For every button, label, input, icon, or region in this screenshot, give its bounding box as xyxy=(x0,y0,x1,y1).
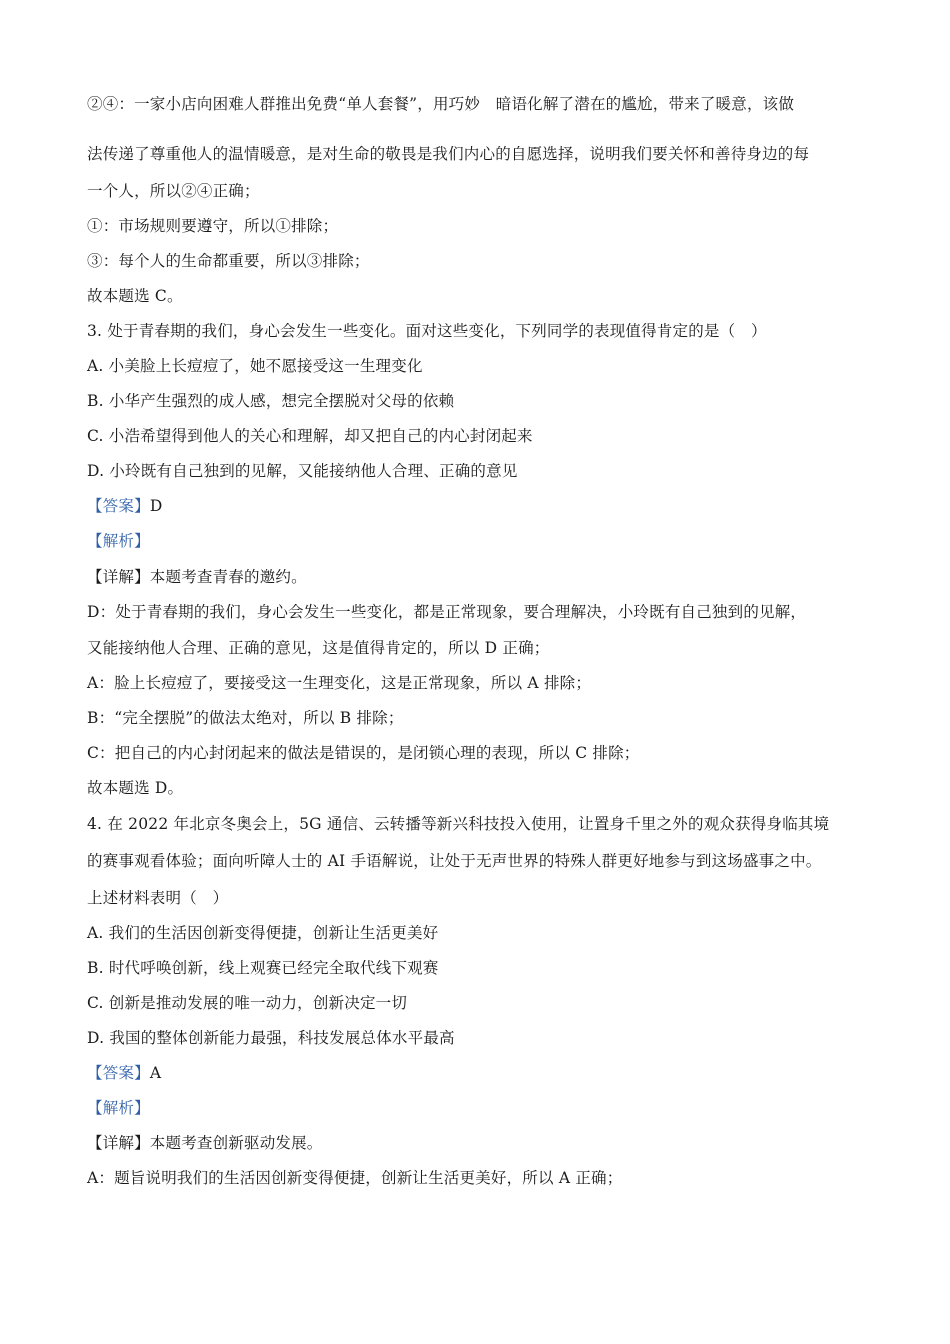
q4-stem-line-1: 4. 在 2022 年北京冬奥会上，5G 通信、云转播等新兴科技投入使用，让置身千里之外的观众获得身临其境 xyxy=(87,815,830,833)
q4-option-d: D. 我国的整体创新能力最强，科技发展总体水平最高 xyxy=(87,1029,455,1047)
q3-answer-value: D xyxy=(149,497,163,515)
q4-detail-line-2: A：题旨说明我们的生活因创新变得便捷，创新让生活更美好，所以 A 正确； xyxy=(87,1169,623,1187)
q3-answer xyxy=(87,495,867,517)
q3-detail-line-3: 又能接纳他人合理、正确的意见，这是值得肯定的，所以 D 正确； xyxy=(87,639,550,657)
q3-stem: 3. 处于青春期的我们，身心会发生一些变化。面对这些变化，下列同学的表现值得肯定的是（ ） xyxy=(87,322,767,340)
q3-detail-line-6: C：把自己的内心封闭起来的做法是错误的，是闭锁心理的表现，所以 C 排除； xyxy=(87,744,640,762)
q3-detail-line-2: D：处于青春期的我们，身心会发生一些变化，都是正常现象，要合理解决，小玲既有自己独到的见解， xyxy=(87,603,807,621)
q3-option-a: A. 小美脸上长痘痘了，她不愿接受这一生理变化 xyxy=(87,357,423,375)
q3-detail-line-4: A：脸上长痘痘了，要接受这一生理变化，这是正常现象，所以 A 排除； xyxy=(87,674,592,692)
q4-answer-tag: 【答案】 xyxy=(87,1064,150,1082)
q3-option-d: D. 小玲既有自己独到的见解，又能接纳他人合理、正确的意见 xyxy=(87,462,518,480)
q3-answer-tag: 【答案】 xyxy=(87,497,150,515)
q3-conclusion: 故本题选 D。 xyxy=(87,779,184,797)
q3-analysis-tag: 【解析】 xyxy=(87,532,150,550)
q4-stem-line-2: 的赛事观看体验；面向听障人士的 AI 手语解说，让处于无声世界的特殊人群更好地参与到这场盛事之中。 xyxy=(87,852,822,870)
prev-explanation-line-1: ②④：一家小店向困难人群推出免费“单人套餐”，用巧妙 暗语化解了潜在的尴尬，带来了暖意，该做 xyxy=(87,95,795,113)
q3-option-b: B. 小华产生强烈的成人感，想完全摆脱对父母的依赖 xyxy=(87,392,455,410)
prev-explanation-line-5: ③：每个人的生命都重要，所以③排除； xyxy=(87,252,370,270)
q3-detail-line-1: 【详解】本题考查青春的邀约。 xyxy=(87,568,307,586)
q4-option-b: B. 时代呼唤创新，线上观赛已经完全取代线下观赛 xyxy=(87,959,439,977)
q4-answer xyxy=(87,1062,867,1084)
q4-stem-line-3: 上述材料表明（ ） xyxy=(87,889,229,907)
q4-analysis-tag: 【解析】 xyxy=(87,1099,150,1117)
prev-explanation-line-4: ①：市场规则要遵守，所以①排除； xyxy=(87,217,339,235)
prev-explanation-conclusion: 故本题选 C。 xyxy=(87,287,183,305)
prev-explanation-line-3: 一个人，所以②④正确； xyxy=(87,182,260,200)
q4-answer-value: A xyxy=(149,1064,162,1082)
q3-option-c: C. 小浩希望得到他人的关心和理解，却又把自己的内心封闭起来 xyxy=(87,427,533,445)
q4-option-a: A. 我们的生活因创新变得便捷，创新让生活更美好 xyxy=(87,924,439,942)
q3-detail-line-5: B：“完全摆脱”的做法太绝对，所以 B 排除； xyxy=(87,709,404,727)
q4-detail-line-1: 【详解】本题考查创新驱动发展。 xyxy=(87,1134,323,1152)
prev-explanation-line-2: 法传递了尊重他人的温情暖意，是对生命的敬畏是我们内心的自愿选择，说明我们要关怀和善待身边的每 xyxy=(87,145,810,163)
q4-option-c: C. 创新是推动发展的唯一动力，创新决定一切 xyxy=(87,994,408,1012)
